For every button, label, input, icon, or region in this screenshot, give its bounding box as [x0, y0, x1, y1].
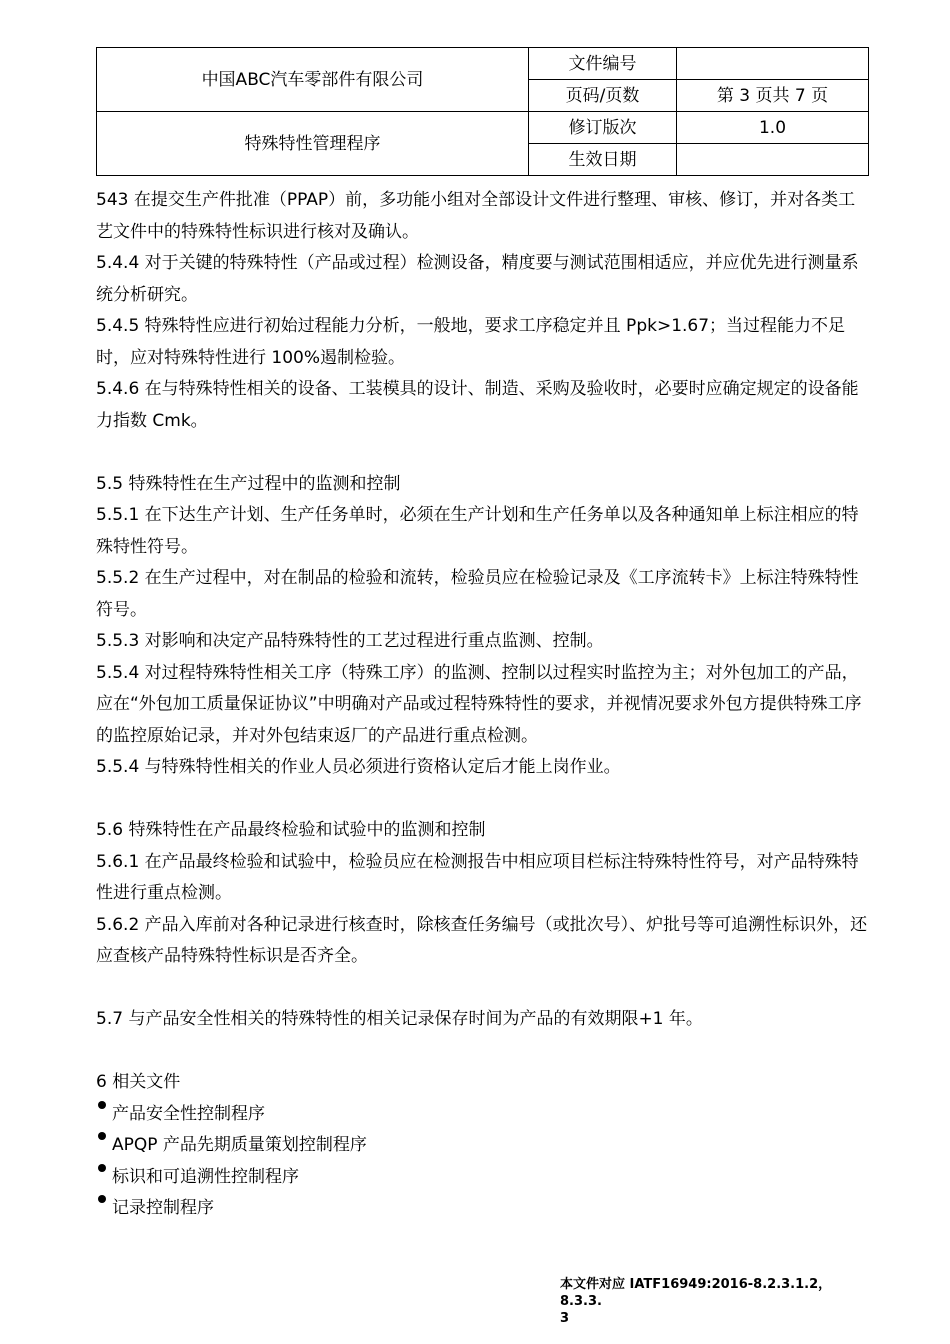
- header-row: [97, 48, 869, 80]
- related-doc-item: [96, 1193, 868, 1225]
- related-doc-label: 标识和可追溯性控制程序: [112, 1166, 299, 1187]
- related-doc-label: APQP 产品先期质量策划控制程序: [112, 1135, 367, 1155]
- paragraph: 5.5.3 对影响和决定产品特殊特性的工艺过程进行重点监测、控制。: [96, 631, 604, 651]
- paragraph: 5.6.1 在产品最终检验和试验中，检验员应在检测报告中相应项目栏标注特殊特性符号，对产品特殊特性进行重点检测。: [96, 851, 859, 903]
- section-heading: 6 相关文件: [96, 1072, 181, 1092]
- paragraph: 5.5.4 对过程特殊特性相关工序（特殊工序）的监测、控制以过程实时监控为主；对外包加工的产品，应在“外包加工质量保证协议”中明确对产品或过程特殊特性的要求，并视情况要求外包方提供特殊工序的监控原始记录，并对外包结束返厂的产品进行重点检测。: [96, 662, 862, 746]
- blank-line: [96, 973, 868, 1005]
- paragraph: 5.4.6 在与特殊特性相关的设备、工装模具的设计、制造、采购及验收时，必要时应确定规定的设备能力指数 Cmk。: [96, 379, 859, 431]
- field-value-effective-date: [677, 144, 869, 176]
- related-doc-label: 记录控制程序: [112, 1198, 214, 1218]
- field-value-doc-number: [677, 48, 869, 80]
- field-label-doc-number: 文件编号: [529, 48, 677, 80]
- paragraph: 5.5.4 与特殊特性相关的作业人员必须进行资格认定后才能上岗作业。: [96, 757, 621, 777]
- document-title: 特殊特性管理程序: [97, 112, 529, 176]
- paragraph: 543 在提交生产件批准（PPAP）前，多功能小组对全部设计文件进行整理、审核、修订，并对各类工艺文件中的特殊特性标识进行核对及确认。: [96, 190, 856, 242]
- bullet-icon: [98, 1195, 106, 1203]
- paragraph: 5.6.2 产品入库前对各种记录进行核查时，除核查任务编号（或批次号）、炉批号等可追溯性标识外，还应查核产品特殊特性标识是否齐全。: [96, 914, 868, 966]
- blank-line: [96, 784, 868, 816]
- related-doc-item: [96, 1099, 868, 1131]
- paragraph: 5.5.1 在下达生产计划、生产任务单时，必须在生产计划和生产任务单以及各种通知单上标注相应的特殊特性符号。: [96, 505, 859, 557]
- paragraph: 5.4.5 特殊特性应进行初始过程能力分析，一般地，要求工序稳定并且 Ppk>1.67；当过程能力不足时，应对特殊特性进行 100%遏制检验。: [96, 316, 846, 368]
- blank-line: [96, 1036, 868, 1068]
- bullet-icon: [98, 1164, 106, 1172]
- field-label-page: 页码/页数: [529, 80, 677, 112]
- paragraph: 5.4.4 对于关键的特殊特性（产品或过程）检测设备，精度要与测试范围相适应，并应优先进行测量系统分析研究。: [96, 253, 859, 305]
- related-doc-item: [96, 1130, 868, 1162]
- related-doc-item: [96, 1162, 868, 1194]
- paragraph: 5.7 与产品安全性相关的特殊特性的相关记录保存时间为产品的有效期限+1 年。: [96, 1009, 703, 1029]
- document-body: [96, 185, 868, 1225]
- section-heading: 5.6 特殊特性在产品最终检验和试验中的监测和控制: [96, 820, 486, 840]
- footer-line: 3: [560, 1311, 570, 1326]
- paragraph: 5.5.2 在生产过程中，对在制品的检验和流转，检验员应在检验记录及《工序流转卡》上标注特殊特性符号。: [96, 568, 859, 620]
- footer-line: 本文件对应 IATF16949:2016-8.2.3.1.2，8.3.3.: [560, 1277, 832, 1309]
- section-heading: 5.5 特殊特性在生产过程中的监测和控制: [96, 473, 401, 494]
- related-doc-label: 产品安全性控制程序: [112, 1103, 265, 1124]
- field-label-revision: 修订版次: [529, 112, 677, 144]
- company-name: 中国ABC汽车零部件有限公司: [97, 48, 529, 112]
- blank-line: [96, 437, 868, 469]
- footer-note: [560, 1276, 860, 1327]
- header-row: [97, 112, 869, 144]
- field-label-effective-date: 生效日期: [529, 144, 677, 176]
- field-value-page: 第 3 页共 7 页: [677, 80, 869, 112]
- field-value-revision: 1.0: [677, 112, 869, 144]
- bullet-icon: [98, 1132, 106, 1140]
- document-header-table: [96, 47, 869, 176]
- bullet-icon: [98, 1101, 106, 1109]
